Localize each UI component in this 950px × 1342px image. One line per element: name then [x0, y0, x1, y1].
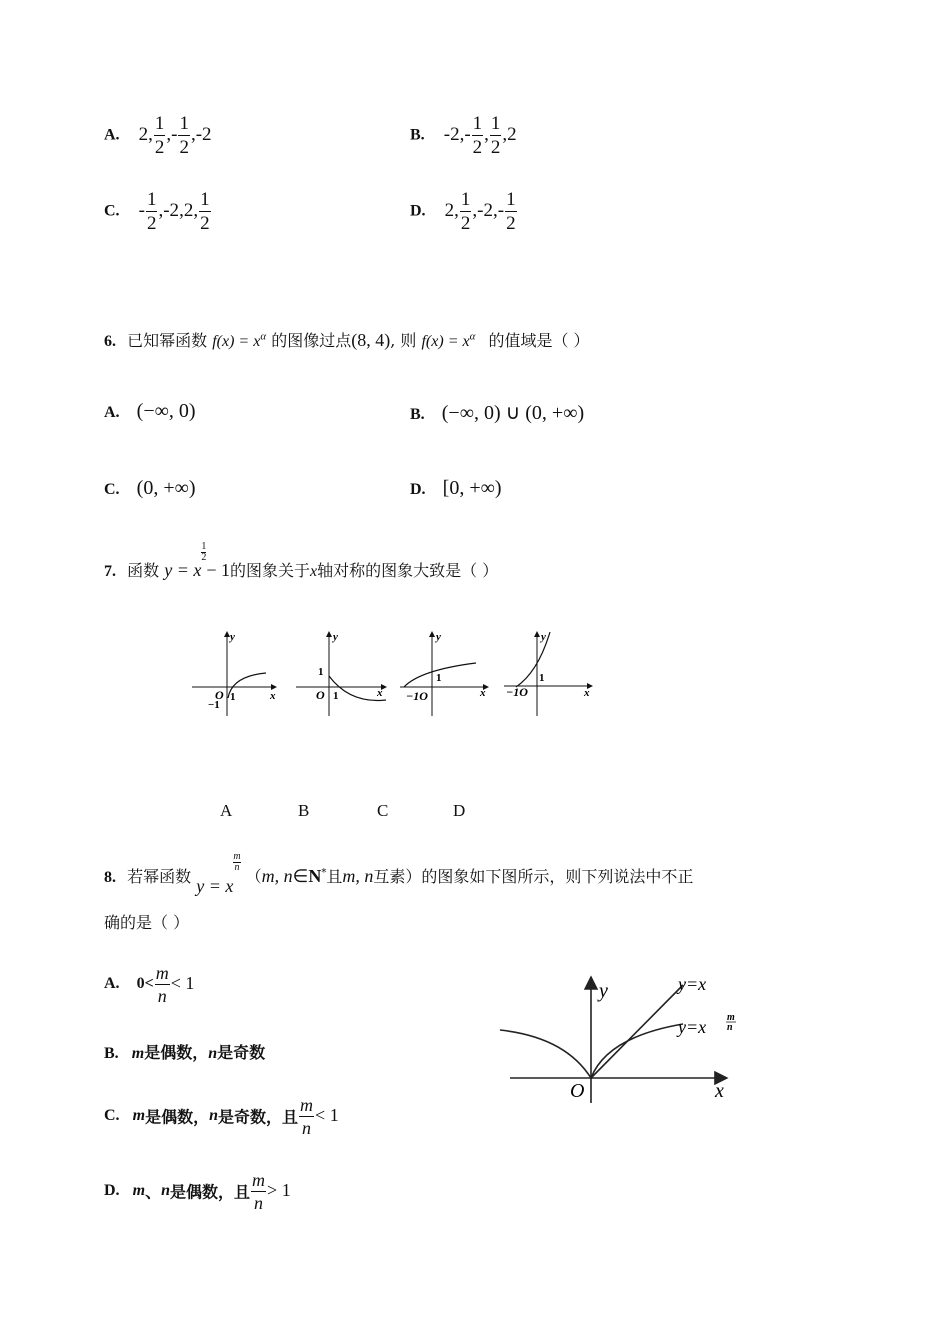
q5-option-a[interactable] [104, 114, 212, 157]
svg-text:n: n [727, 1022, 733, 1033]
q8-option-b[interactable]: B. m是偶数，n是奇数 [104, 1043, 266, 1062]
svg-text:y: y [230, 631, 235, 643]
option-value: -2,- $\frac{1}{2}$ , $\frac{1}{2}$ ,2 [443, 113, 517, 158]
option-label: A. [104, 404, 120, 421]
svg-text:y=x: y=x [678, 974, 707, 994]
svg-text:1: 1 [318, 666, 324, 678]
svg-text:x: x [480, 687, 486, 699]
svg-text:1: 1 [230, 691, 236, 703]
option-value: (−∞, 0) [136, 400, 196, 422]
svg-text:O: O [316, 688, 325, 702]
q7-graph-d [504, 631, 592, 716]
q6-option-c[interactable] [104, 477, 196, 500]
q7-graphs [180, 620, 600, 720]
q5-option-b[interactable] [410, 114, 517, 157]
svg-text:1: 1 [436, 672, 442, 684]
question-number: 8. [104, 869, 116, 886]
svg-text:O: O [570, 1080, 585, 1102]
svg-text:y=x: y=x [678, 1017, 707, 1037]
option-value: (0, +∞) [136, 477, 196, 499]
q6-function-2: $f(x) = x^\alpha$ [421, 330, 476, 350]
svg-text:−1O: −1O [506, 685, 528, 699]
question-number: 6. [104, 333, 116, 350]
q7-graph-b [296, 631, 386, 716]
svg-text:−1: −1 [208, 699, 220, 711]
option-label: C. [104, 481, 120, 498]
q6-stem: 6. 已知幂函数 $f(x) = x^\alpha$ 的图像过点(8, 4), 则 $f(x) = x^\alpha$ 的值域是（ ） [104, 330, 590, 350]
q8-option-c[interactable]: C. m是偶数，n是奇数，且 $\frac{m}{n}$ < 1 [104, 1095, 339, 1138]
svg-text:1: 1 [333, 690, 339, 702]
q8-stem: 8. 若幂函数 y = x $\frac{m}{n}$ （m, n∈N*且m, n互素）的图象如下图所示，则下列说法中不正 [104, 851, 694, 896]
q6-option-b[interactable] [410, 400, 584, 425]
svg-text:x: x [377, 687, 383, 699]
svg-text:y: y [333, 631, 338, 643]
svg-text:m: m [727, 1012, 735, 1023]
q8-stem-line2: 确的是（ ） [104, 913, 190, 932]
q7-stem: 7. 函数 y = x $\frac{1}{2}$ − 1的图象关于x轴对称的图象大致是（ ） [104, 541, 499, 580]
q8-graph [495, 965, 755, 1110]
svg-text:x: x [584, 687, 590, 699]
q8-formula: y = x $\frac{m}{n}$ [196, 851, 241, 896]
option-label: D. [104, 1182, 120, 1200]
q7-graph-c [400, 631, 488, 716]
option-value: [0, +∞) [442, 477, 502, 499]
option-value: 2, $\frac{1}{2}$ ,- $\frac{1}{2}$ ,-2 [138, 113, 212, 158]
option-label: B. [410, 406, 425, 423]
question-number: 7. [104, 563, 116, 580]
svg-text:1: 1 [539, 672, 545, 684]
q6-point: (8, 4) [351, 330, 391, 350]
option-label: B. [410, 126, 425, 144]
option-label: D. [410, 481, 426, 498]
q5-option-d[interactable] [410, 190, 518, 233]
option-label: B. [104, 1045, 119, 1062]
svg-text:y: y [541, 631, 546, 643]
option-label: A. [104, 975, 120, 993]
q7-caption-a: A [220, 801, 233, 820]
q8-option-d[interactable]: D. m、n是偶数，且 $\frac{m}{n}$ > 1 [104, 1170, 291, 1213]
q7-caption-b: B [298, 801, 310, 820]
q5-option-c[interactable] [104, 190, 212, 233]
option-label: A. [104, 126, 120, 144]
q7-caption-c: C [377, 801, 389, 820]
svg-text:x: x [715, 1080, 724, 1102]
option-label: C. [104, 202, 120, 220]
q6-option-d[interactable] [410, 477, 502, 500]
svg-text:y: y [436, 631, 441, 643]
svg-text:x: x [270, 690, 276, 702]
q7-formula: y = x $\frac{1}{2}$ − 1 [164, 541, 230, 580]
svg-text:O: O [215, 688, 224, 702]
option-label: D. [410, 202, 426, 220]
svg-text:−1O: −1O [406, 689, 428, 703]
q7-graph-a [192, 631, 276, 716]
option-value: - $\frac{1}{2}$ ,-2,2, $\frac{1}{2}$ [138, 189, 210, 234]
option-label: C. [104, 1107, 120, 1125]
option-value: 2, $\frac{1}{2}$ ,-2,- $\frac{1}{2}$ [444, 189, 516, 234]
q8-option-a[interactable]: A. 0< $\frac{m}{n}$ < 1 [104, 963, 195, 1006]
svg-text:y: y [599, 980, 608, 1002]
q7-caption-d: D [453, 801, 466, 820]
q6-function: $f(x) = x^\alpha$ [212, 330, 267, 350]
q6-option-a[interactable] [104, 400, 196, 423]
option-value: (−∞, 0) ∪ (0, +∞) [441, 402, 585, 424]
